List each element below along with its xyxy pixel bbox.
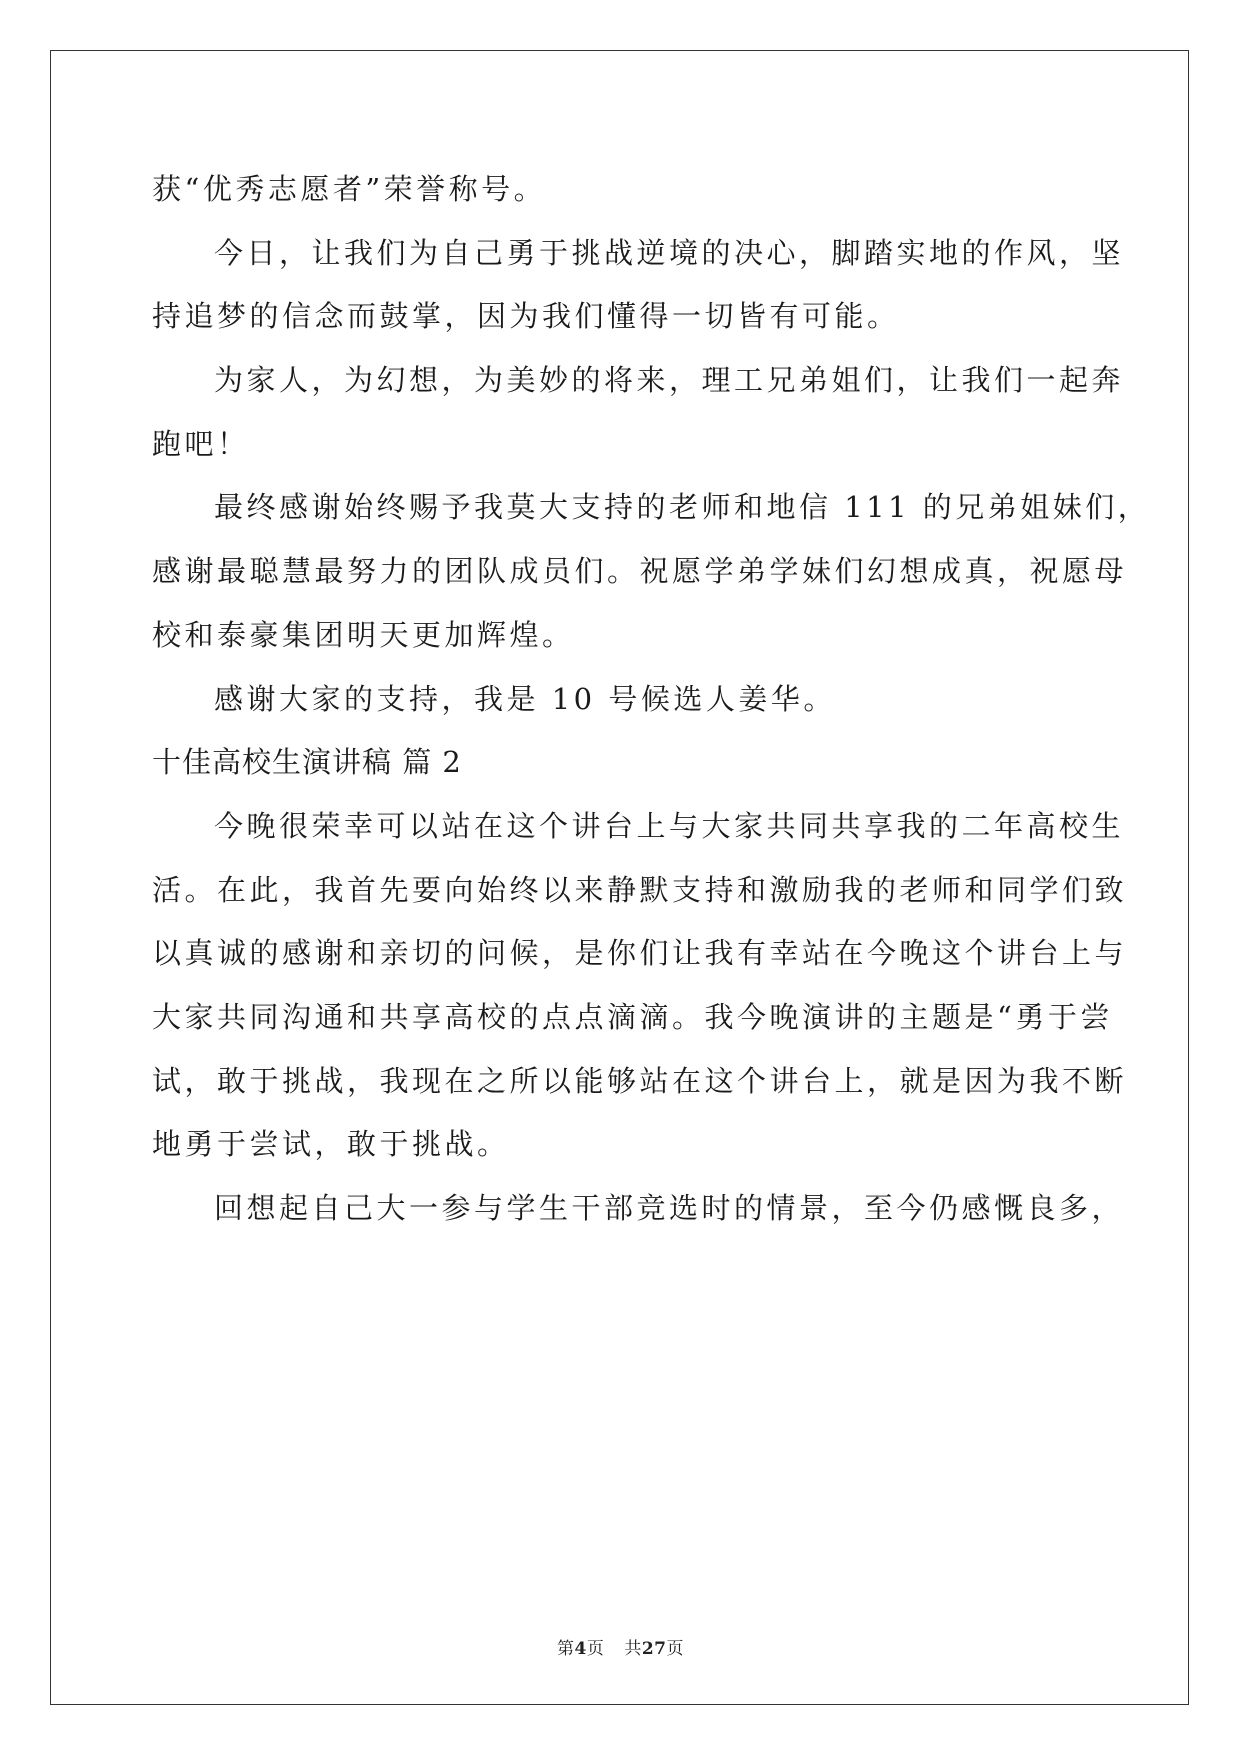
footer-total-suffix: 页	[666, 1639, 684, 1659]
footer-total-prefix: 共	[624, 1639, 642, 1659]
text-line: 为家人，为幻想，为美妙的将来，理工兄弟姐们，让我们一起奔	[214, 363, 1125, 398]
text-line: 最终感谢始终赐予我莫大支持的老师和地信 111 的兄弟姐妹们，	[214, 490, 1151, 525]
footer-page-number: 4	[574, 1639, 587, 1659]
text-line: 大家共同沟通和共享高校的点点滴滴。我今晚演讲的主题是“勇于尝	[152, 999, 1113, 1034]
text-line: 活。在此，我首先要向始终以来静默支持和激励我的老师和同学们致	[152, 872, 1128, 907]
text-line: 感谢大家的支持，我是 10 号候选人姜华。	[214, 681, 836, 716]
section-heading: 十佳高校生演讲稿 篇 2	[152, 745, 462, 780]
text-line: 校和泰豪集团明天更加辉煌。	[152, 617, 575, 652]
footer-page-suffix: 页	[586, 1639, 605, 1659]
text-line: 持追梦的信念而鼓掌，因为我们懂得一切皆有可能。	[152, 299, 900, 334]
text-line: 以真诚的感谢和亲切的问候，是你们让我有幸站在今晚这个讲台上与	[152, 936, 1128, 971]
text-line: 今日，让我们为自己勇于挑战逆境的决心，脚踏实地的作风，坚	[214, 235, 1125, 270]
document-body	[152, 158, 1151, 1241]
text-line: 回想起自己大一参与学生干部竞选时的情景，至今仍感慨良多，	[214, 1191, 1125, 1225]
page-footer	[0, 1634, 1241, 1659]
text-line: 获“优秀志愿者”荣誉称号。	[152, 172, 547, 206]
text-line: 感谢最聪慧最努力的团队成员们。祝愿学弟学妹们幻想成真，祝愿母	[152, 554, 1128, 589]
text-line: 地勇于尝试，敢于挑战。	[152, 1127, 510, 1162]
footer-total-pages: 27	[641, 1639, 667, 1659]
text-line: 今晚很荣幸可以站在这个讲台上与大家共同共享我的二年高校生	[214, 808, 1125, 843]
text-line: 试，敢于挑战，我现在之所以能够站在这个讲台上，就是因为我不断	[152, 1063, 1128, 1098]
text-line: 跑吧！	[152, 426, 250, 461]
footer-page-prefix: 第	[556, 1639, 575, 1659]
